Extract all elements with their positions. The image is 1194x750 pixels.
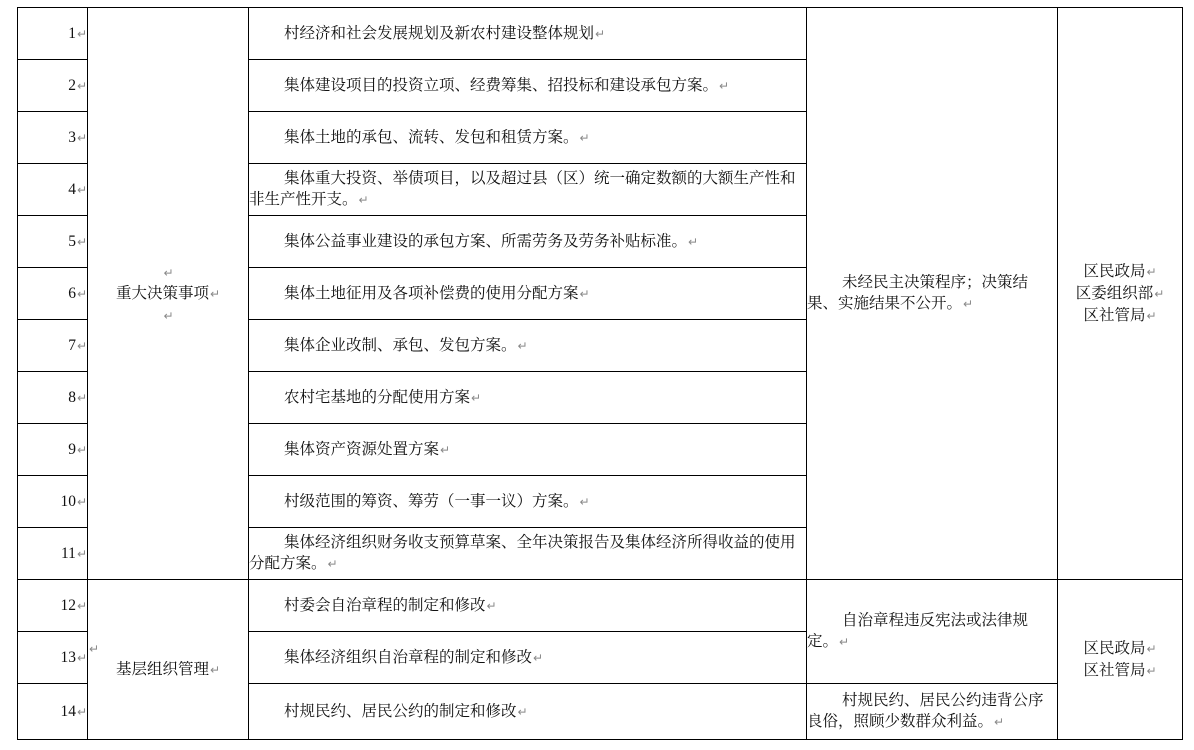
return-mark-icon: ↵ (76, 704, 87, 719)
return-mark-icon: ↵ (163, 308, 174, 323)
row-number-text: 4 (68, 180, 76, 198)
return-mark-icon: ↵ (963, 297, 974, 311)
return-mark-icon: ↵ (209, 286, 221, 301)
item-text: 集体经济组织财务收支预算草案、全年决策报告及集体经济所得收益的使用分配方案。 (249, 533, 796, 572)
item-cell (249, 580, 807, 632)
category-line (88, 283, 248, 305)
item-text: 集体企业改制、承包、发包方案。 (284, 335, 517, 354)
return-mark-icon: ↵ (994, 715, 1005, 729)
return-mark-icon: ↵ (76, 26, 87, 41)
row-number-text: 7 (68, 336, 76, 354)
item-cell (249, 424, 807, 476)
item-cell (249, 216, 807, 268)
condition-cell (807, 580, 1058, 684)
item-cell (249, 268, 807, 320)
condition-line (807, 690, 1057, 733)
row-number (18, 8, 88, 60)
return-mark-icon: ↵ (76, 598, 87, 613)
return-mark-icon: ↵ (76, 546, 87, 561)
condition-text: 村规民约、居民公约违背公序良俗，照顾少数群众利益。 (807, 691, 1044, 730)
condition-cell (807, 684, 1058, 740)
return-mark-icon: ↵ (209, 663, 221, 677)
return-mark-icon: ↵ (76, 130, 87, 145)
item-cell (249, 164, 807, 216)
row-number (18, 164, 88, 216)
return-mark-icon: ↵ (163, 265, 174, 280)
return-mark-icon: ↵ (1146, 308, 1157, 323)
row-number (18, 684, 88, 740)
return-mark-icon: ↵ (76, 494, 87, 509)
condition-line (807, 272, 1057, 315)
row-number-text: 8 (68, 388, 76, 406)
return-mark-icon: ↵ (76, 338, 87, 353)
item-text-line (249, 75, 806, 97)
return-mark-icon: ↵ (579, 286, 590, 301)
item-cell (249, 476, 807, 528)
row-number (18, 476, 88, 528)
return-mark-icon: ↵ (579, 494, 590, 509)
row-number-text: 13 (60, 648, 76, 666)
row-number (18, 60, 88, 112)
return-mark-icon: ↵ (89, 642, 100, 656)
department-name: 区委组织部 (1075, 283, 1154, 302)
department-cell (1058, 8, 1183, 580)
item-cell (249, 372, 807, 424)
item-text: 集体资产资源处置方案 (284, 439, 440, 458)
return-mark-icon: ↵ (358, 193, 369, 207)
item-text-line (249, 439, 806, 461)
return-mark-icon: ↵ (76, 182, 87, 197)
item-text: 集体土地的承包、流转、发包和租赁方案。 (284, 127, 579, 146)
return-mark-icon: ↵ (579, 130, 590, 145)
item-text: 集体建设项目的投资立项、经费筹集、招投标和建设承包方案。 (284, 75, 719, 94)
blank-line (88, 638, 248, 659)
condition-text: 自治章程违反宪法或法律规定。 (807, 611, 1029, 650)
item-text-line (249, 127, 806, 149)
category-label: 重大决策事项 (115, 283, 209, 302)
return-mark-icon: ↵ (76, 442, 87, 457)
row-number (18, 320, 88, 372)
item-text: 村规民约、居民公约的制定和修改 (284, 701, 517, 720)
item-text-line (249, 532, 806, 575)
return-mark-icon: ↵ (688, 234, 699, 249)
return-mark-icon: ↵ (76, 234, 87, 249)
item-text-line (249, 23, 806, 45)
item-text: 集体经济组织自治章程的制定和修改 (284, 647, 533, 666)
item-text-line (249, 283, 806, 305)
return-mark-icon: ↵ (1154, 286, 1165, 301)
row-number (18, 528, 88, 580)
return-mark-icon: ↵ (533, 650, 544, 665)
item-cell (249, 60, 807, 112)
table-row (18, 580, 1183, 632)
item-cell (249, 8, 807, 60)
item-cell (249, 684, 807, 740)
department-cell (1058, 580, 1183, 740)
row-number-text: 12 (60, 596, 76, 614)
row-number (18, 632, 88, 684)
return-mark-icon: ↵ (76, 286, 87, 301)
table-body (18, 8, 1183, 740)
condition-line (807, 610, 1057, 653)
item-text: 村级范围的筹资、筹劳（一事一议）方案。 (284, 491, 579, 510)
return-mark-icon: ↵ (1146, 663, 1157, 678)
item-text-line (249, 701, 806, 723)
item-text-line (249, 387, 806, 409)
return-mark-icon: ↵ (76, 650, 87, 665)
item-cell (249, 112, 807, 164)
return-mark-icon: ↵ (719, 78, 730, 93)
return-mark-icon: ↵ (471, 390, 482, 405)
return-mark-icon: ↵ (1146, 264, 1157, 279)
department-line (1058, 305, 1182, 327)
condition-text: 未经民主决策程序；决策结果、实施结果不公开。 (807, 273, 1029, 312)
department-name: 区社管局 (1083, 305, 1146, 324)
department-name: 区民政局 (1083, 638, 1146, 657)
row-number (18, 372, 88, 424)
return-mark-icon: ↵ (440, 442, 451, 457)
row-number-text: 14 (60, 702, 76, 720)
blank-line (88, 262, 248, 283)
return-mark-icon: ↵ (76, 390, 87, 405)
blank-line (88, 305, 248, 326)
row-number-text: 5 (68, 232, 76, 250)
category-cell (88, 580, 249, 740)
item-text: 村委会自治章程的制定和修改 (284, 595, 486, 614)
item-text: 集体公益事业建设的承包方案、所需劳务及劳务补贴标准。 (284, 231, 688, 250)
row-number-text: 11 (61, 544, 76, 562)
department-line (1058, 261, 1182, 283)
row-number (18, 424, 88, 476)
return-mark-icon: ↵ (327, 557, 338, 571)
table-row (18, 8, 1183, 60)
row-number-text: 9 (68, 440, 76, 458)
item-text: 集体土地征用及各项补偿费的使用分配方案 (284, 283, 579, 302)
return-mark-icon: ↵ (76, 78, 87, 93)
row-number-text: 10 (60, 492, 76, 510)
category-cell (88, 8, 249, 580)
item-text: 农村宅基地的分配使用方案 (284, 387, 471, 406)
return-mark-icon: ↵ (1146, 641, 1157, 656)
return-mark-icon: ↵ (839, 635, 850, 649)
item-text: 集体重大投资、举债项目，以及超过县（区）统一确定数额的大额生产性和非生产性开支。 (249, 169, 796, 208)
department-line (1058, 638, 1182, 660)
item-cell (249, 528, 807, 580)
row-number-text: 6 (68, 284, 76, 302)
item-text-line (249, 231, 806, 253)
item-text-line (249, 647, 806, 669)
return-mark-icon: ↵ (486, 598, 497, 613)
item-text-line (249, 595, 806, 617)
item-cell (249, 632, 807, 684)
row-number (18, 112, 88, 164)
item-cell (249, 320, 807, 372)
category-label: 基层组织管理 (115, 660, 209, 678)
row-number (18, 268, 88, 320)
row-number-text: 2 (68, 76, 76, 94)
row-number (18, 216, 88, 268)
return-mark-icon: ↵ (517, 704, 528, 719)
item-text-line (249, 335, 806, 357)
row-number-text: 3 (68, 128, 76, 146)
row-number (18, 580, 88, 632)
return-mark-icon: ↵ (595, 26, 606, 41)
condition-cell (807, 8, 1058, 580)
department-line (1058, 283, 1182, 305)
return-mark-icon: ↵ (517, 338, 528, 353)
item-text: 村经济和社会发展规划及新农村建设整体规划 (284, 23, 595, 42)
item-text-line (249, 491, 806, 513)
policy-table (17, 7, 1183, 740)
department-name: 区民政局 (1083, 261, 1146, 280)
department-line (1058, 660, 1182, 682)
row-number-text: 1 (68, 24, 76, 42)
category-line (88, 659, 248, 681)
department-name: 区社管局 (1083, 660, 1146, 679)
item-text-line (249, 168, 806, 211)
